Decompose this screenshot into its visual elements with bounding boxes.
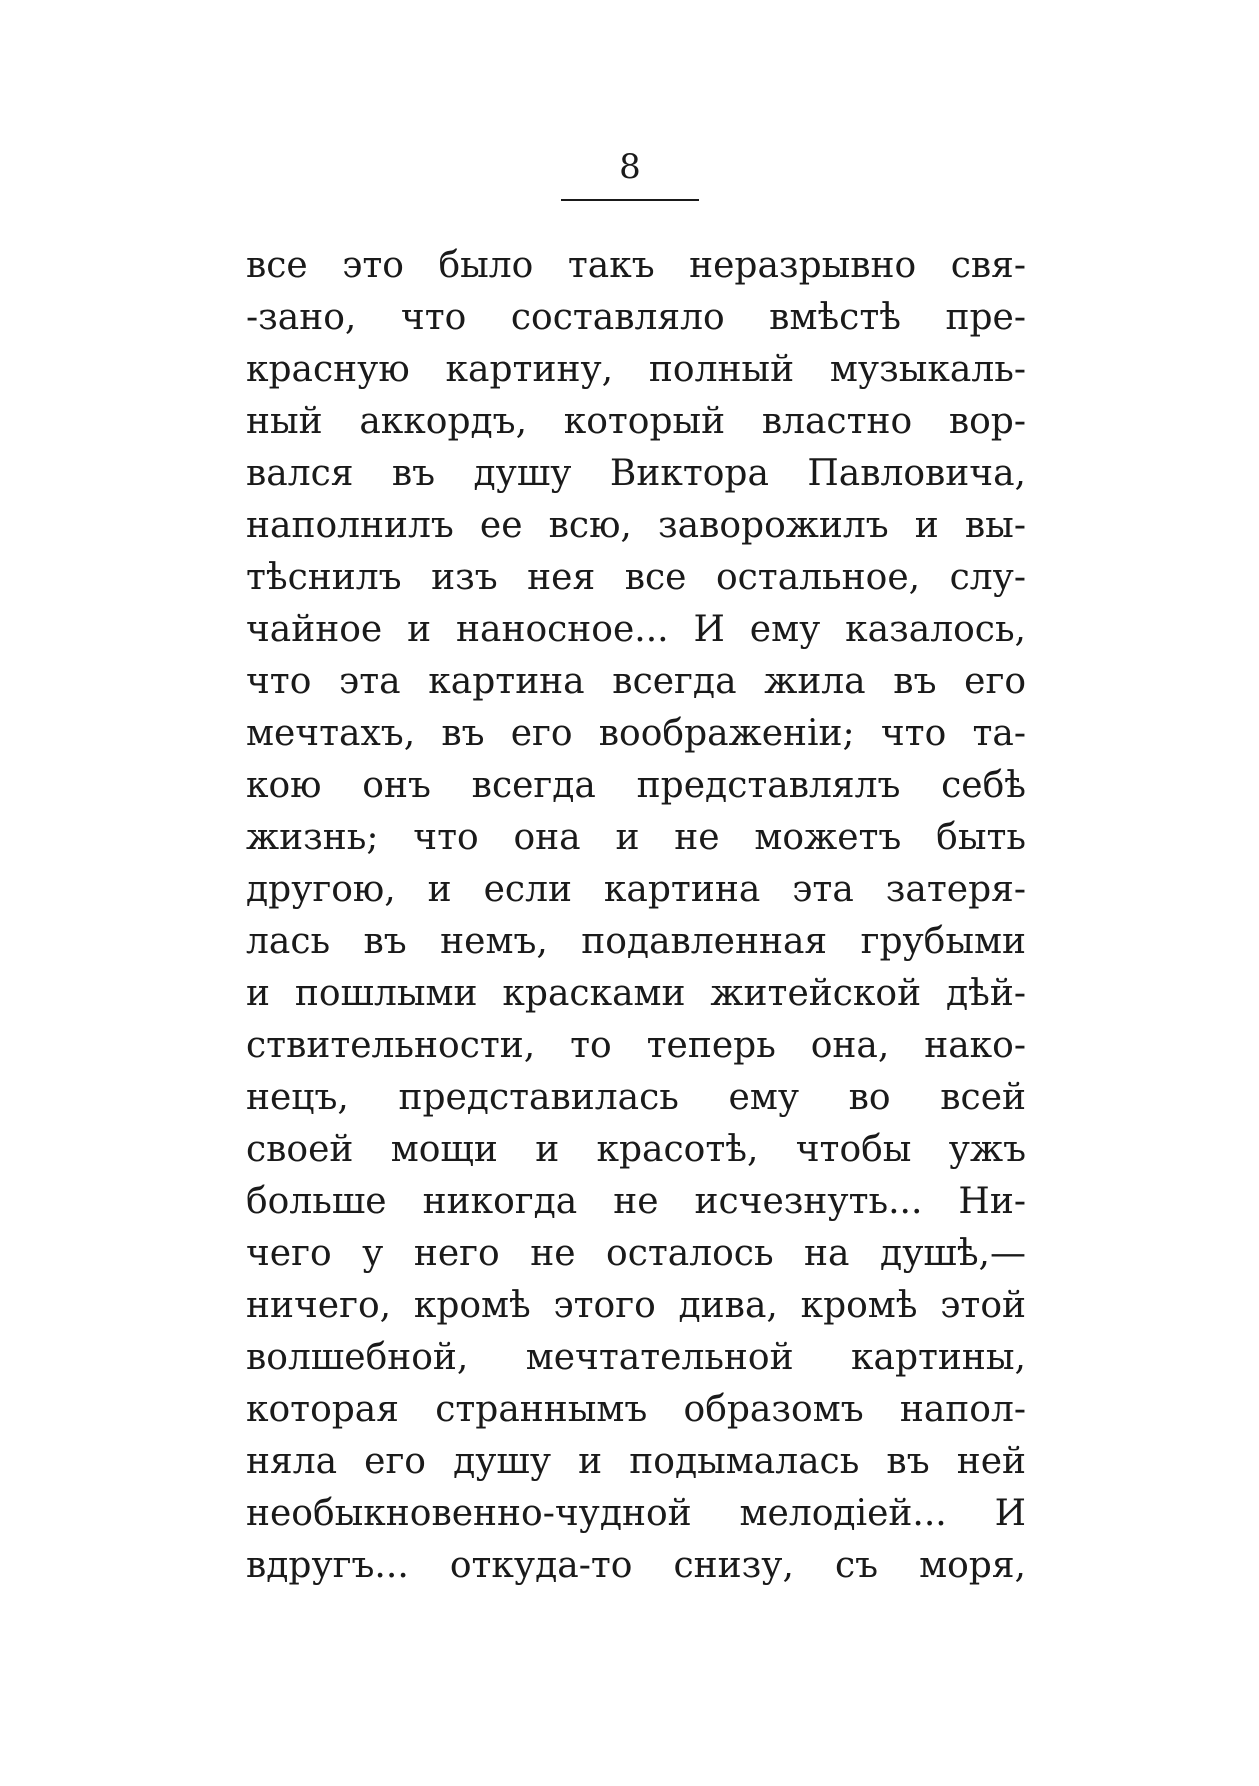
text-line: и пошлыми красками житейской дѣй- — [246, 973, 1026, 1014]
text-line: волшебной, мечтательной картины, — [246, 1337, 1026, 1378]
page-number-rule — [561, 199, 699, 201]
text-line: другою, и если картина эта затеря- — [246, 869, 1026, 910]
text-line: наполнилъ ее всю, заворожилъ и вы- — [246, 505, 1026, 546]
text-line: которая страннымъ образомъ напол- — [246, 1389, 1026, 1430]
text-line: ничего, кромѣ этого дива, кромѣ этой — [246, 1285, 1026, 1326]
text-line: няла его душу и подымалась въ ней — [246, 1441, 1026, 1482]
text-line: нецъ, представилась ему во всей — [246, 1077, 1026, 1118]
body-text — [246, 240, 1026, 1592]
text-line: все это было такъ неразрывно свя- — [246, 245, 1026, 286]
text-line: вался въ душу Виктора Павловича, — [246, 453, 1026, 494]
text-line: ствительности, то теперь она, нако- — [246, 1025, 1026, 1066]
text-line: кою онъ всегда представлялъ себѣ — [246, 765, 1026, 806]
text-line: что эта картина всегда жила въ его — [246, 661, 1026, 702]
text-line: ный аккордъ, который властно вор- — [246, 401, 1026, 442]
text-line: жизнь; что она и не можетъ быть — [246, 817, 1026, 858]
text-line: красную картину, полный музыкаль- — [246, 349, 1026, 390]
text-line: больше никогда не исчезнуть... Ни- — [246, 1181, 1026, 1222]
text-line: -зано, что составляло вмѣстѣ пре- — [246, 297, 1026, 338]
page-number: 8 — [619, 147, 641, 187]
text-line: вдругъ... откуда-то снизу, съ моря, — [246, 1545, 1026, 1586]
text-line: необыкновенно-чудной мелодіей... И — [246, 1493, 1026, 1534]
text-line: мечтахъ, въ его воображеніи; что та- — [246, 713, 1026, 754]
text-line: тѣснилъ изъ нея все остальное, слу- — [246, 557, 1026, 598]
text-line: своей мощи и красотѣ, чтобы ужъ — [246, 1129, 1026, 1170]
text-line: чайное и наносное... И ему казалось, — [246, 609, 1026, 650]
text-line: лась въ немъ, подавленная грубыми — [246, 921, 1026, 962]
text-line: чего у него не осталось на душѣ,— — [246, 1233, 1026, 1274]
